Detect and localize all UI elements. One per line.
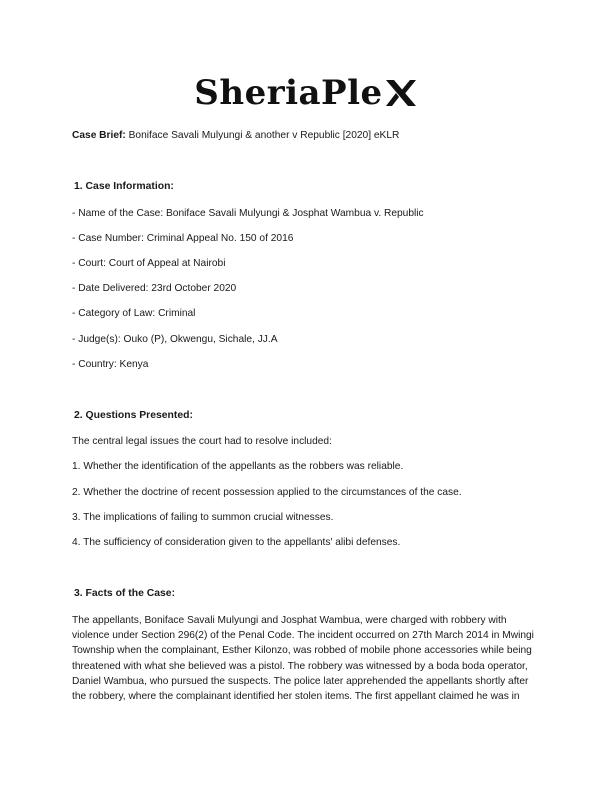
facts-line: The appellants, Boniface Savali Mulyungi and Josphat Wambua, were charged with robbery with (72, 615, 507, 626)
case-info-number: - Case Number: Criminal Appeal No. 150 of 2016 (72, 233, 294, 244)
case-info-country: - Country: Kenya (72, 359, 149, 370)
case-info-category: - Category of Law: Criminal (72, 308, 196, 319)
case-info-judges: - Judge(s): Ouko (P), Okwengu, Sichale, JJ.A (72, 334, 278, 345)
logo-x-mark-icon (384, 78, 418, 108)
facts-line: the robbery, where the complainant identified her stolen items. The first appellant claimed he was in (72, 691, 520, 703)
case-brief-line (72, 130, 399, 141)
case-info-court: - Court: Court of Appeal at Nairobi (72, 258, 226, 269)
facts-line: violence under Section 296(2) of the Penal Code. The incident occurred on 27th March 2014 in Mwingi (72, 630, 534, 642)
question-item-4: 4. The sufficiency of consideration given to the appellants' alibi defenses. (72, 537, 401, 548)
case-info-date: - Date Delivered: 23rd October 2020 (72, 283, 237, 294)
section-heading-facts: 3. Facts of the Case: (74, 588, 176, 599)
case-brief-title: Boniface Savali Mulyungi & another v Republic [2020] eKLR (128, 130, 400, 141)
case-brief-label: Case Brief: (72, 130, 126, 141)
facts-line: Township when the complainant, Esther Kilonzo, was robbed of mobile phone accessories while being (72, 645, 532, 657)
sheriaplex-logo (0, 73, 612, 113)
logo-wordmark: SheriaPle (194, 73, 383, 113)
section-heading-questions: 2. Questions Presented: (74, 410, 193, 421)
question-item-1: 1. Whether the identification of the appellants as the robbers was reliable. (72, 461, 404, 472)
questions-intro: The central legal issues the court had to resolve included: (72, 436, 332, 447)
case-info-name: - Name of the Case: Boniface Savali Mulyungi & Josphat Wambua v. Republic (72, 208, 424, 219)
question-item-2: 2. Whether the doctrine of recent possession applied to the circumstances of the case. (72, 487, 462, 498)
facts-line: threatened with what she believed was a pistol. The robbery was witnessed by a boda boda operator, (72, 660, 528, 672)
section-heading-case-information: 1. Case Information: (74, 181, 174, 192)
question-item-3: 3. The implications of failing to summon crucial witnesses. (72, 512, 334, 523)
facts-line: Daniel Wambua, who pursued the suspects. The police later apprehended the appellants shortly after (72, 675, 529, 687)
facts-paragraph (72, 613, 544, 704)
